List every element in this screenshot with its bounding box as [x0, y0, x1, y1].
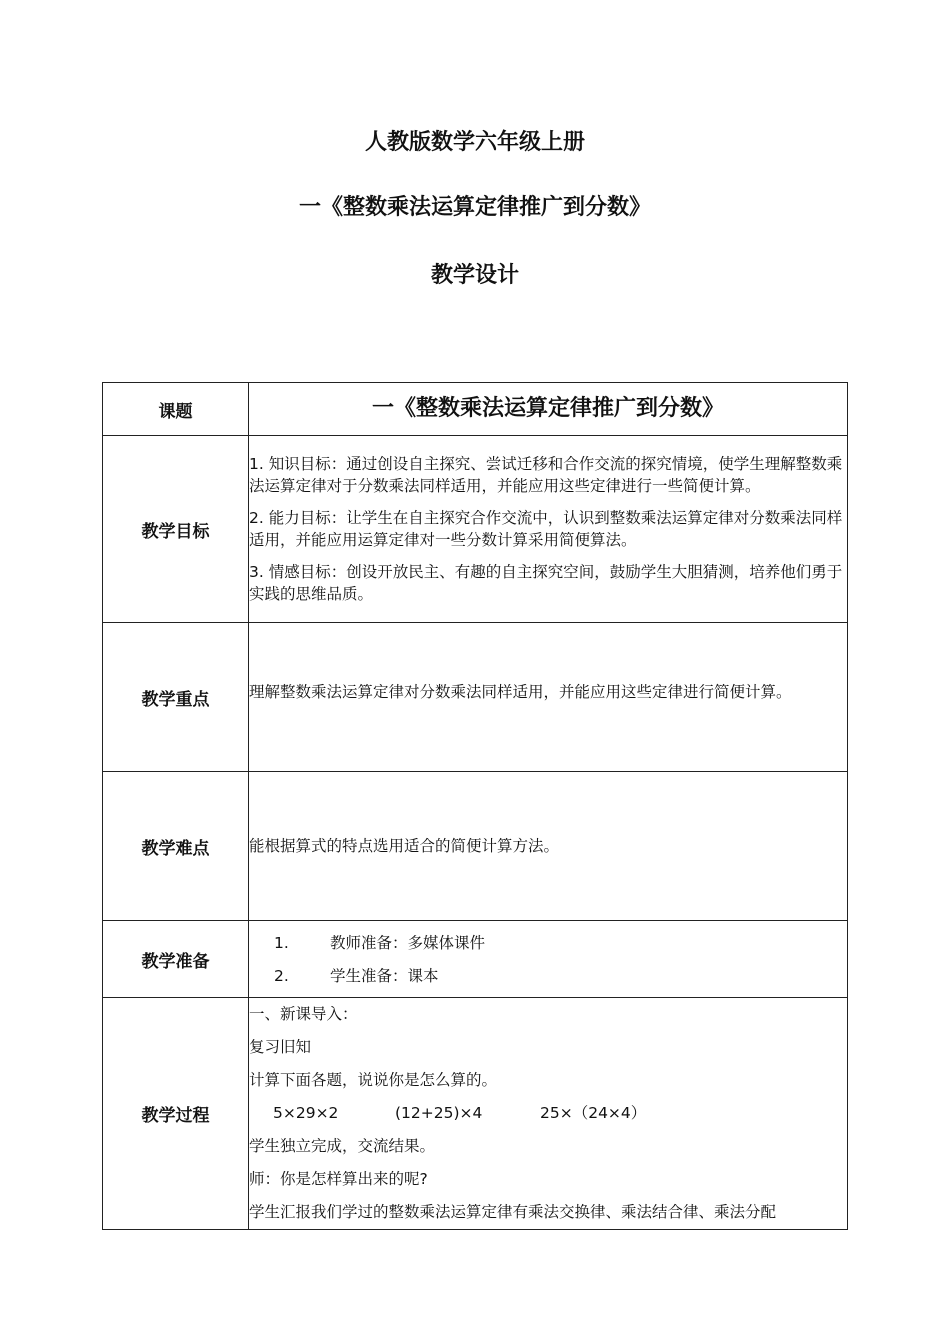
- goal-item: 1. 知识目标：通过创设自主探究、尝试迁移和合作交流的探究情境，使学生理解整数乘法运算定律对于分数乘法同样适用，并能应用这些定律进行一些简便计算。: [249, 455, 843, 495]
- process-line: 学生独立完成，交流结果。: [249, 1137, 436, 1155]
- process-line: 师：你是怎样算出来的呢?: [249, 1170, 428, 1188]
- formula: (12+25)×4: [395, 1104, 483, 1122]
- preparation-content: [249, 921, 848, 998]
- table-row: [103, 921, 848, 998]
- key-points-content: [249, 623, 848, 772]
- row-label-key-points: 教学重点: [103, 623, 249, 772]
- row-label-preparation: 教学准备: [103, 921, 249, 998]
- formula: 5×29×2: [273, 1104, 339, 1122]
- list-text: 学生准备：课本: [330, 966, 439, 985]
- table-row: [103, 436, 848, 623]
- goals-content: [249, 436, 848, 623]
- goal-item: 3. 情感目标：创设开放民主、有趣的自主探究空间，鼓励学生大胆猜测，培养他们勇于实践的思维品质。: [249, 563, 843, 603]
- document-title-lesson: 一《整数乘法运算定律推广到分数》: [298, 195, 651, 220]
- list-item: [249, 926, 847, 959]
- table-row: [103, 998, 848, 1230]
- document-title-grade: 人教版数学六年级上册: [364, 130, 585, 155]
- table-row: [103, 772, 848, 921]
- difficulties-text: 能根据算式的特点选用适合的简便计算方法。: [249, 837, 560, 855]
- difficulties-content: [249, 772, 848, 921]
- table-row: [103, 383, 848, 436]
- row-label-topic: 课题: [103, 383, 249, 436]
- formula: 25×（24×4）: [540, 1104, 647, 1122]
- list-number: 2.: [274, 966, 289, 985]
- process-line: 一、新课导入：: [249, 1005, 358, 1023]
- formula-row: [249, 1097, 847, 1130]
- list-item: [249, 959, 847, 992]
- table-row: [103, 623, 848, 772]
- row-label-process: 教学过程: [103, 998, 249, 1230]
- row-label-difficulties: 教学难点: [103, 772, 249, 921]
- list-text: 教师准备：多媒体课件: [330, 933, 486, 952]
- row-label-goals: 教学目标: [103, 436, 249, 623]
- process-content: [249, 998, 848, 1230]
- key-points-text: 理解整数乘法运算定律对分数乘法同样适用，并能应用这些定律进行简便计算。: [249, 683, 792, 701]
- list-number: 1.: [274, 933, 289, 952]
- goal-item: 2. 能力目标：让学生在自主探究合作交流中，认识到整数乘法运算定律对分数乘法同样适用，并能应用运算定律对一些分数计算采用简便算法。: [249, 509, 843, 549]
- lesson-plan-table: [102, 382, 848, 1230]
- process-line: 学生汇报我们学过的整数乘法运算定律有乘法交换律、乘法结合律、乘法分配: [249, 1203, 777, 1221]
- topic-value: 一《整数乘法运算定律推广到分数》: [249, 383, 848, 436]
- document-title-type: 教学设计: [430, 263, 519, 288]
- process-line: 计算下面各题，说说你是怎么算的。: [249, 1071, 498, 1089]
- process-line: 复习旧知: [249, 1038, 312, 1056]
